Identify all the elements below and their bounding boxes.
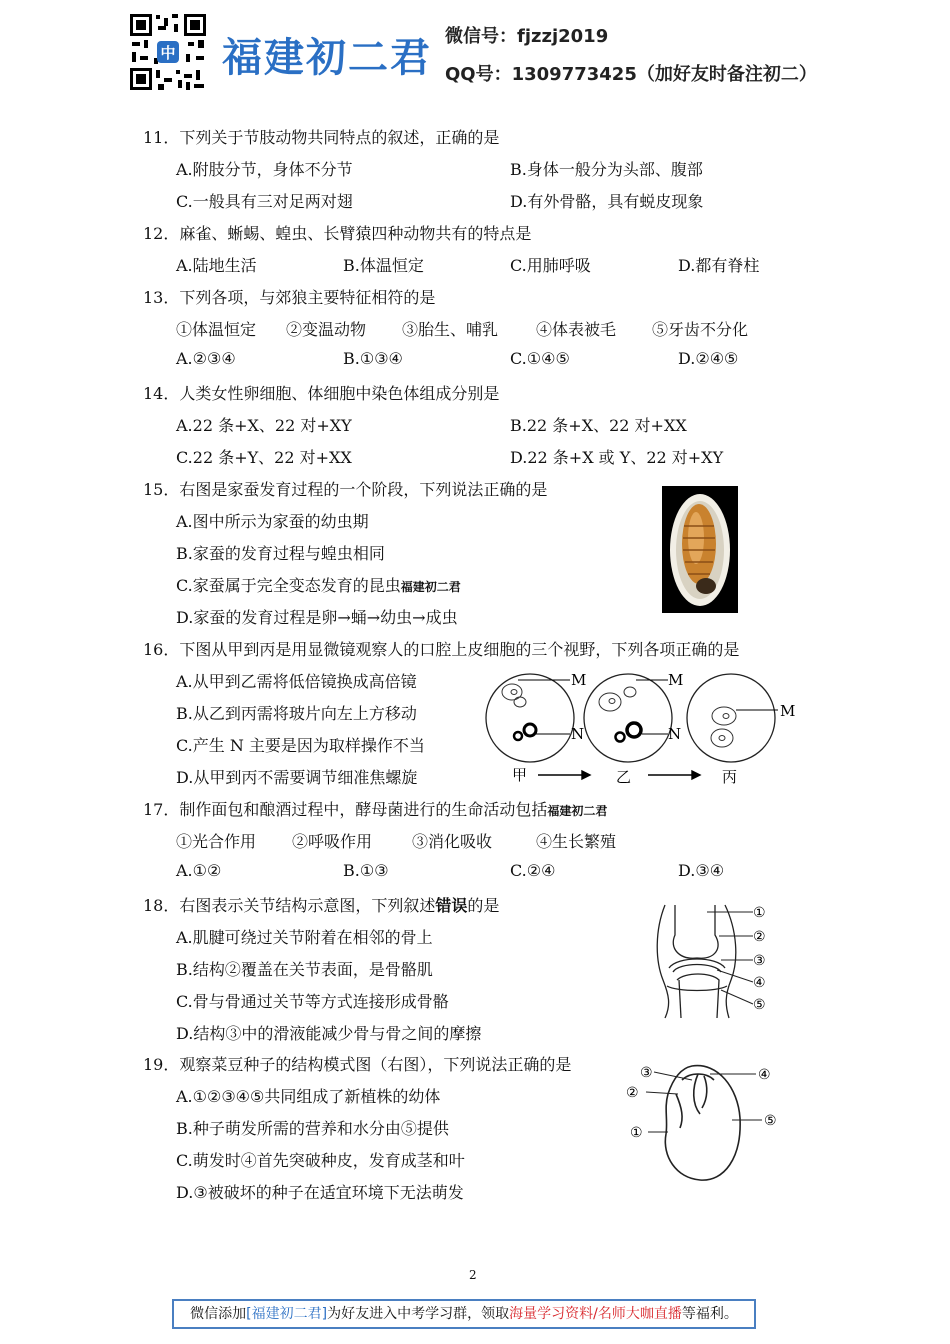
q11-stem: 11．下列关于节肢动物共同特点的叙述，正确的是 [143,128,500,147]
q17-item-1: ①光合作用 [176,832,257,851]
footer-text-1: 微信添加 [190,1306,247,1322]
fig16-caption-bing: 丙 [722,768,738,786]
q16-option-d: D.从甲到丙不需要调节细准焦螺旋 [176,768,418,787]
joint-label-5: ⑤ [753,997,766,1013]
q14-stem: 14．人类女性卵细胞、体细胞中染色体组成分别是 [143,384,500,403]
q17-option-a: A.①② [176,861,222,880]
fig16-label-m1: M [571,671,587,689]
joint-label-3: ③ [753,953,766,969]
q13-item-5: ⑤牙齿不分化 [652,320,749,339]
fig16-label-m2: M [668,671,684,689]
seed-label-1: ① [630,1125,643,1141]
q13-item-2: ②变温动物 [286,320,367,339]
q14-option-c: C.22 条+Y、22 对+XX [176,448,352,467]
q11-option-a: A.附肢分节，身体不分节 [176,160,353,179]
microscope-fields-figure [478,670,808,790]
seed-label-5: ⑤ [764,1113,777,1129]
qr-code [128,12,208,92]
q18-option-d: D.结构③中的滑液能减少骨与骨之间的摩擦 [176,1024,482,1043]
q17-item-3: ③消化吸收 [412,832,493,851]
q16-option-a: A.从甲到乙需将低倍镜换成高倍镜 [176,672,417,691]
q19-stem: 19．观察菜豆种子的结构模式图（右图），下列说法正确的是 [143,1055,572,1074]
q14-option-d: D.22 条+X 或 Y、22 对+XY [510,448,724,467]
watermark-text: 福建初二君 [400,580,461,594]
q17-option-c: C.②④ [510,861,556,880]
joint-label-4: ④ [753,975,766,991]
q16-option-c: C.产生 N 主要是因为取样操作不当 [176,736,425,755]
q15-option-c: C.家蚕属于完全变态发育的昆虫 [176,576,401,595]
qq-number: QQ号：1309773425（加好友时备注初二） [445,64,817,85]
q18-option-b: B.结构②覆盖在关节表面，是骨骼肌 [176,960,433,979]
q17-stem-line [143,797,607,820]
q18-stem-emphasis: 错误 [435,896,468,915]
brand-title: 福建初二君 [222,35,432,81]
footer-text-2: 为好友进入中考学习群，领取 [327,1306,510,1322]
q15-option-d: D.家蚕的发育过程是卵→蛹→幼虫→成虫 [176,608,458,627]
fig16-caption-yi: 乙 [616,768,632,786]
q17-option-d: D.③④ [678,861,725,880]
q11-option-d: D.有外骨骼，具有蜕皮现象 [510,192,704,211]
q19-option-b: B.种子萌发所需的营养和水分由⑤提供 [176,1119,449,1138]
footer-brand: [福建初二君] [246,1306,328,1322]
q19-option-a: A.①②③④⑤共同组成了新植株的幼体 [176,1087,441,1106]
qr-center-glyph: 中 [160,44,176,62]
fig16-label-n2: N [668,725,682,743]
q15-stem: 15．右图是家蚕发育过程的一个阶段，下列说法正确的是 [143,480,548,499]
q17-option-b: B.①③ [343,861,389,880]
q13-option-a: A.②③④ [176,349,236,368]
q13-option-c: C.①④⑤ [510,349,570,368]
q17-item-4: ④生长繁殖 [536,832,617,851]
q16-option-b: B.从乙到丙需将玻片向左上方移动 [176,704,417,723]
q15-option-c-line [176,573,461,596]
watermark-text: 福建初二君 [547,804,608,818]
q13-item-3: ③胎生、哺乳 [402,320,499,339]
q11-option-c: C.一般具有三对足两对翅 [176,192,353,211]
footer-banner [172,1299,756,1329]
q13-option-d: D.②④⑤ [678,349,739,368]
q13-item-4: ④体表被毛 [536,320,617,339]
page-number: 2 [469,1268,477,1282]
fig16-label-n1: N [571,725,585,743]
footer-highlight: 海量学习资料/名师大咖直播 [509,1306,682,1322]
q12-option-b: B.体温恒定 [343,256,424,275]
seed-label-3: ③ [640,1065,653,1081]
q12-option-d: D.都有脊柱 [678,256,760,275]
silkworm-pupa-photo [662,486,738,613]
q12-option-a: A.陆地生活 [176,256,257,275]
wechat-id: 微信号：fjzzj2019 [445,26,609,47]
q18-stem-post: 的是 [467,896,500,915]
q18-stem-pre: 18．右图表示关节结构示意图，下列叙述 [143,896,436,915]
q12-option-c: C.用肺呼吸 [510,256,591,275]
q11-option-b: B.身体一般分为头部、腹部 [510,160,703,179]
q13-option-b: B.①③④ [343,349,403,368]
q13-item-1: ①体温恒定 [176,320,257,339]
joint-label-1: ① [753,905,766,921]
q15-option-a: A.图中所示为家蚕的幼虫期 [176,512,369,531]
q19-option-c: C.萌发时④首先突破种皮，发育成茎和叶 [176,1151,465,1170]
q19-option-d: D.③被破坏的种子在适宜环境下无法萌发 [176,1183,464,1202]
fig16-caption-jia: 甲 [512,766,528,784]
footer-text-3: 等福利。 [681,1306,738,1322]
q18-option-c: C.骨与骨通过关节等方式连接形成骨骼 [176,992,449,1011]
q14-option-a: A.22 条+X、22 对+XY [176,416,352,435]
seed-label-4: ④ [758,1067,771,1083]
joint-label-2: ② [753,929,766,945]
q18-stem-line [143,893,499,916]
q17-stem: 17．制作面包和酿酒过程中，酵母菌进行的生命活动包括 [143,800,548,819]
bean-seed-figure [620,1058,790,1188]
q18-option-a: A.肌腱可绕过关节附着在相邻的骨上 [176,928,433,947]
q16-stem: 16．下图从甲到丙是用显微镜观察人的口腔上皮细胞的三个视野，下列各项正确的是 [143,640,740,659]
q15-option-b: B.家蚕的发育过程与蝗虫相同 [176,544,385,563]
q14-option-b: B.22 条+X、22 对+XX [510,416,687,435]
joint-structure-figure [655,900,775,1020]
fig16-label-m3: M [780,702,796,720]
q12-stem: 12．麻雀、蜥蜴、蝗虫、长臂猿四种动物共有的特点是 [143,224,532,243]
q17-item-2: ②呼吸作用 [292,832,373,851]
seed-label-2: ② [626,1085,639,1101]
q13-stem: 13．下列各项，与郊狼主要特征相符的是 [143,288,436,307]
